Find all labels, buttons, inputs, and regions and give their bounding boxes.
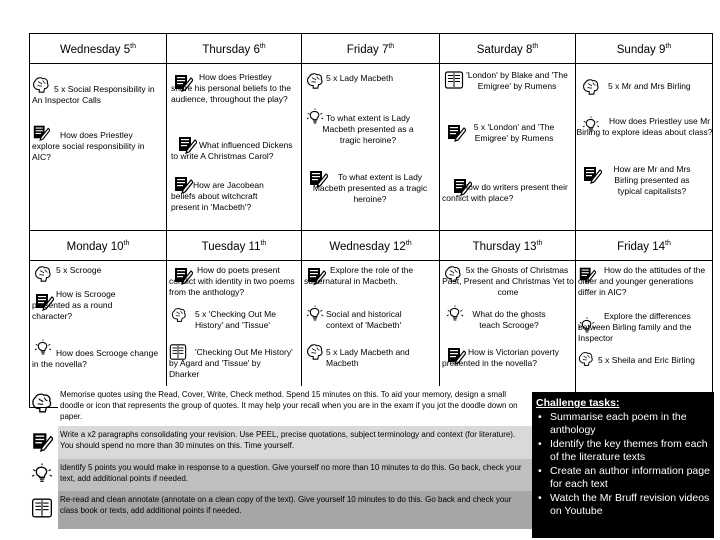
day-name: Monday 10 xyxy=(66,240,124,253)
week2-header-row xyxy=(30,230,713,260)
day-suffix: th xyxy=(536,239,543,247)
task-text: Explore the differences between Birling family and the Inspector xyxy=(578,310,692,343)
day-name: Thursday 6 xyxy=(202,43,260,56)
day-header xyxy=(302,34,440,64)
task-text: To what extent is Lady Macbeth presented as a tragic heroine? xyxy=(312,171,428,204)
day-cell-thu-6 xyxy=(167,63,302,230)
day-cell-sun-9 xyxy=(576,63,713,230)
task-text: How are Jacobean beliefs about witchcraft present in 'Macbeth'? xyxy=(171,179,264,212)
day-header xyxy=(30,230,167,260)
task-text: 5 x Lady Macbeth xyxy=(326,72,394,83)
day-name: Saturday 8 xyxy=(476,43,533,56)
brain-icon xyxy=(306,72,324,90)
task-text: What do the ghosts teach Scrooge? xyxy=(472,308,546,330)
day-header xyxy=(440,34,576,64)
challenge-tasks-box xyxy=(532,392,714,538)
task-text: 5 x Sheila and Eric Birling xyxy=(598,354,695,365)
day-header xyxy=(576,34,713,64)
week1-header-row xyxy=(30,34,713,64)
day-cell-wed-5 xyxy=(30,63,167,230)
day-header xyxy=(440,230,576,260)
legend-write xyxy=(29,426,532,459)
task-text: To what extent is Lady Macbeth presented as a tragic heroine? xyxy=(322,112,414,145)
annotate-icon xyxy=(31,497,53,519)
task-text: How are Mr and Mrs Birling presented as typical capitalists? xyxy=(613,163,691,196)
challenge-title: Challenge tasks: xyxy=(536,397,620,409)
task-text: How do writers present their conflict with place? xyxy=(442,181,568,203)
task-text: How does Scrooge change in the novella? xyxy=(32,347,159,369)
task-text: Explore the role of the supernatural in Macbeth. xyxy=(304,264,414,286)
day-suffix: th xyxy=(665,239,671,247)
brain-icon xyxy=(34,265,52,283)
day-suffix: th xyxy=(388,43,395,50)
day-name: Friday 7 xyxy=(346,43,389,56)
legend-annotate xyxy=(29,491,532,529)
writing-icon xyxy=(446,122,466,142)
day-header xyxy=(30,34,167,64)
task-text: 5 x 'London' and 'The Emigree' by Rumens xyxy=(473,121,555,143)
challenge-list xyxy=(536,411,710,519)
challenge-item: • Watch the Mr Bruff revision videos on Youtube xyxy=(536,492,710,519)
brain-icon xyxy=(306,343,324,361)
task-text: 5 x 'Checking Out Me History' and 'Tissue' xyxy=(195,308,276,330)
revision-calendar xyxy=(29,33,713,408)
task-text: 'London' by Blake and 'The Emigree' by Rumens xyxy=(466,69,568,91)
day-name: Thursday 13 xyxy=(472,240,537,253)
day-suffix: th xyxy=(405,239,412,247)
day-name: Wednesday 5 xyxy=(60,43,131,56)
task-text: 5 x Mr and Mrs Birling xyxy=(608,80,691,91)
task-text: How do the attitudes of the older and younger generations differ in AIC? xyxy=(578,264,706,297)
day-suffix: th xyxy=(259,43,266,50)
brain-icon xyxy=(31,392,53,414)
day-cell-fri-7 xyxy=(302,63,440,230)
day-name: Sunday 9 xyxy=(616,43,666,56)
day-cell-fri-14 xyxy=(576,260,713,407)
writing-icon xyxy=(31,430,53,452)
day-header xyxy=(167,34,302,64)
day-suffix: th xyxy=(532,43,539,50)
task-text: How does Priestley explore social responsibility in AIC? xyxy=(32,129,145,162)
legend-text: Memorise quotes using the Read, Cover, Write, Check method. Spend 15 minutes on this. To aid your memory, design a small doodle or icon that represents the group of quotes. It may help your recall when you are in the exam if you jot the doodle down on paper. xyxy=(58,386,532,426)
day-suffix: th xyxy=(260,239,267,247)
day-suffix: th xyxy=(130,43,136,50)
task-text: Social and historical context of 'Macbeth' xyxy=(326,308,402,330)
challenge-item: • Identify the key themes from each of the literature texts xyxy=(536,438,710,465)
task-text: How do poets present conflict with identity in two poems from the anthology? xyxy=(169,264,295,297)
legend-text: Re-read and clean annotate (annotate on a clean copy of the text). Give yourself 10 minutes to do this. Go back and check your class book or texts, add additional points if needed. xyxy=(58,491,532,529)
day-header xyxy=(302,230,440,260)
legend-text: Write a x2 paragraphs consolidating your revision. Use PEEL, precise quotations, subject terminology and context (for literature). You should spend no more than 30 minutes on this. Time yourself. xyxy=(58,426,532,459)
writing-icon xyxy=(582,164,602,184)
brain-icon xyxy=(578,351,594,367)
day-suffix: th xyxy=(665,43,672,50)
day-header xyxy=(576,230,713,260)
day-name: Wednesday 12 xyxy=(329,240,406,253)
challenge-item: • Create an author information page for each text xyxy=(536,465,710,492)
week1-tasks-row xyxy=(30,63,713,230)
task-text: What influenced Dickens to write A Christmas Carol? xyxy=(171,139,293,161)
annotate-icon xyxy=(444,70,464,90)
day-suffix: th xyxy=(123,239,130,247)
task-text: 5 x Lady Macbeth and Macbeth xyxy=(326,346,410,368)
bulb-icon xyxy=(31,463,53,485)
day-cell-sat-8 xyxy=(440,63,576,230)
brain-icon xyxy=(582,78,600,96)
task-text: 5 x Social Responsibility in An Inspector Calls xyxy=(32,83,155,105)
legend-identify xyxy=(29,459,532,491)
legend-text: Identify 5 points you would make in response to a question. Give yourself no more than 10 minutes to do this. Go back, check your text, add additional points if needed. xyxy=(58,459,532,491)
brain-icon xyxy=(171,307,187,323)
day-name: Friday 14 xyxy=(617,240,666,253)
day-header xyxy=(167,230,302,260)
bulb-icon xyxy=(306,305,324,323)
task-text: How is Victorian poverty presented in the novella? xyxy=(442,346,560,368)
task-text: 5x the Ghosts of Christmas Past, Present and Christmas Yet to come xyxy=(442,264,574,297)
day-name: Tuesday 11 xyxy=(201,240,261,253)
legend-memorise xyxy=(29,386,532,426)
task-text: How does Priestley use Mr Birling to explore ideas about class? xyxy=(576,115,713,137)
challenge-item: • Summarise each poem in the anthology xyxy=(536,411,710,438)
task-text: How does Priestley share his personal beliefs to the audience, throughout the play? xyxy=(171,71,292,104)
task-text: How is Scrooge presented as a round character? xyxy=(32,288,116,321)
task-text: 5 x Scrooge xyxy=(56,264,102,275)
task-text: 'Checking Out Me History' by Agard and 'Tissue' by Dharker xyxy=(169,346,293,379)
